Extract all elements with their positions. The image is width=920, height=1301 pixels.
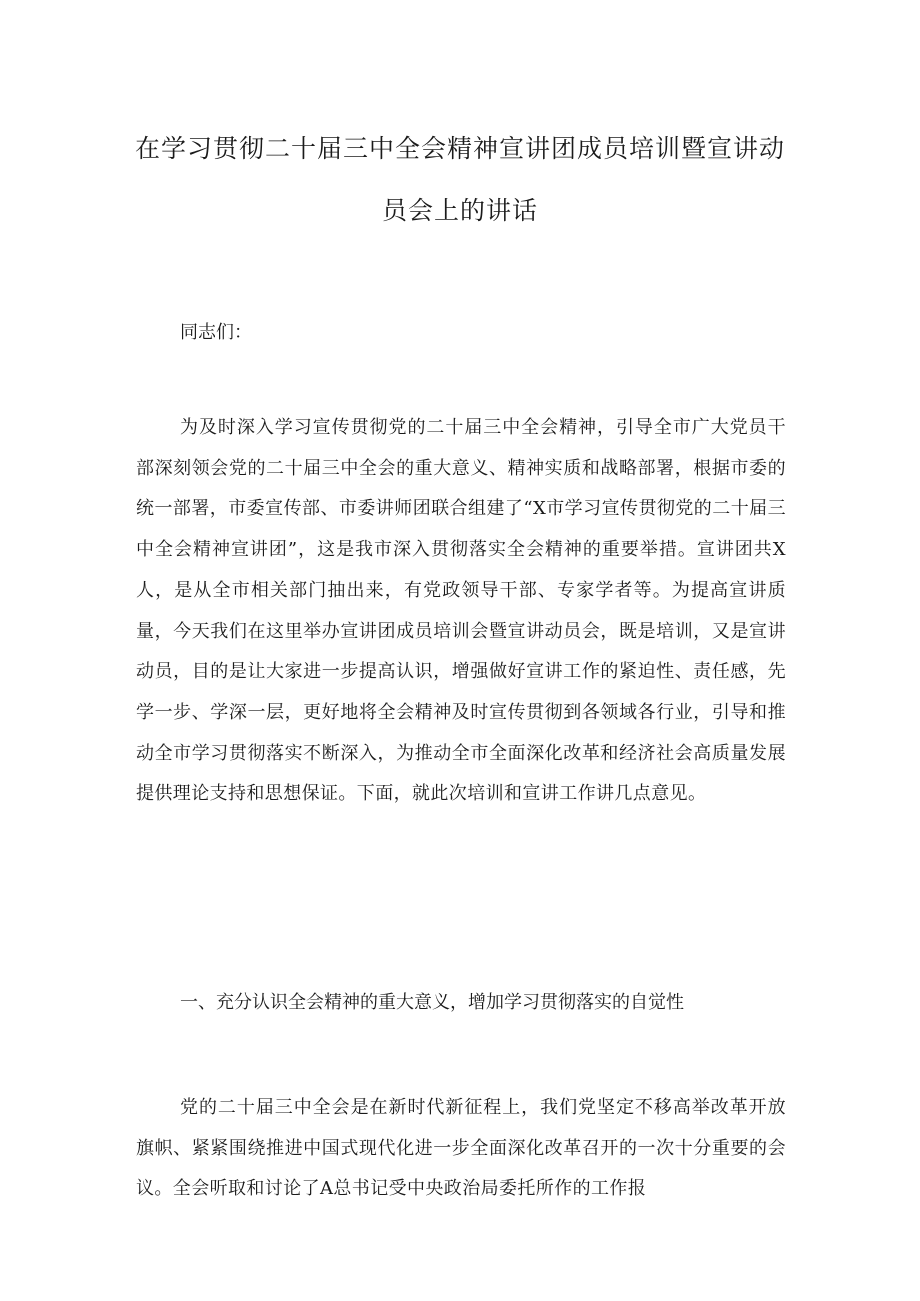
salutation: 同志们：	[180, 322, 252, 343]
body-paragraph-2: 党的二十届三中全会是在新时代新征程上，我们党坚定不移高举改革开放旗帜、紧紧围绕推进中国式现代化进一步全面深化改革召开的一次十分重要的会议。全会听取和讨论了A总书记受中央政治局委托所作的工作报	[136, 1097, 786, 1200]
section-heading-1: 一、充分认识全会精神的重大意义，增加学习贯彻落实的自觉性	[180, 992, 684, 1013]
document-title-line-1: 在学习贯彻二十届三中全会精神宣讲团成员培训暨宣讲动	[134, 134, 785, 163]
document-title-line-2: 员会上的讲话	[381, 196, 538, 225]
body-paragraph-1: 为及时深入学习宣传贯彻党的二十届三中全会精神，引导全市广大党员干部深刻领会党的二十届三中全会的重大意义、精神实质和战略部署，根据市委的统一部署，市委宣传部、市委讲师团联合组建了“X市学习宣传贯彻党的二十届三中全会精神宣讲团”，这是我市深入贯彻落实全会精神的重要举措。宣讲团共X人，是从全市相关部门抽出来，有党政领导干部、专家学者等。为提高宣讲质量，今天我们在这里举办宣讲团成员培训会暨宣讲动员会，既是培训，又是宣讲动员，目的是让大家进一步提高认识，增强做好宣讲工作的紧迫性、责任感，先学一步、学深一层，更好地将全会精神及时宣传贯彻到各领域各行业，引导和推动全市学习贯彻落实不断深入，为推动全市全面深化改革和经济社会高质量发展提供理论支持和思想保证。下面，就此次培训和宣讲工作讲几点意见。	[136, 417, 786, 805]
